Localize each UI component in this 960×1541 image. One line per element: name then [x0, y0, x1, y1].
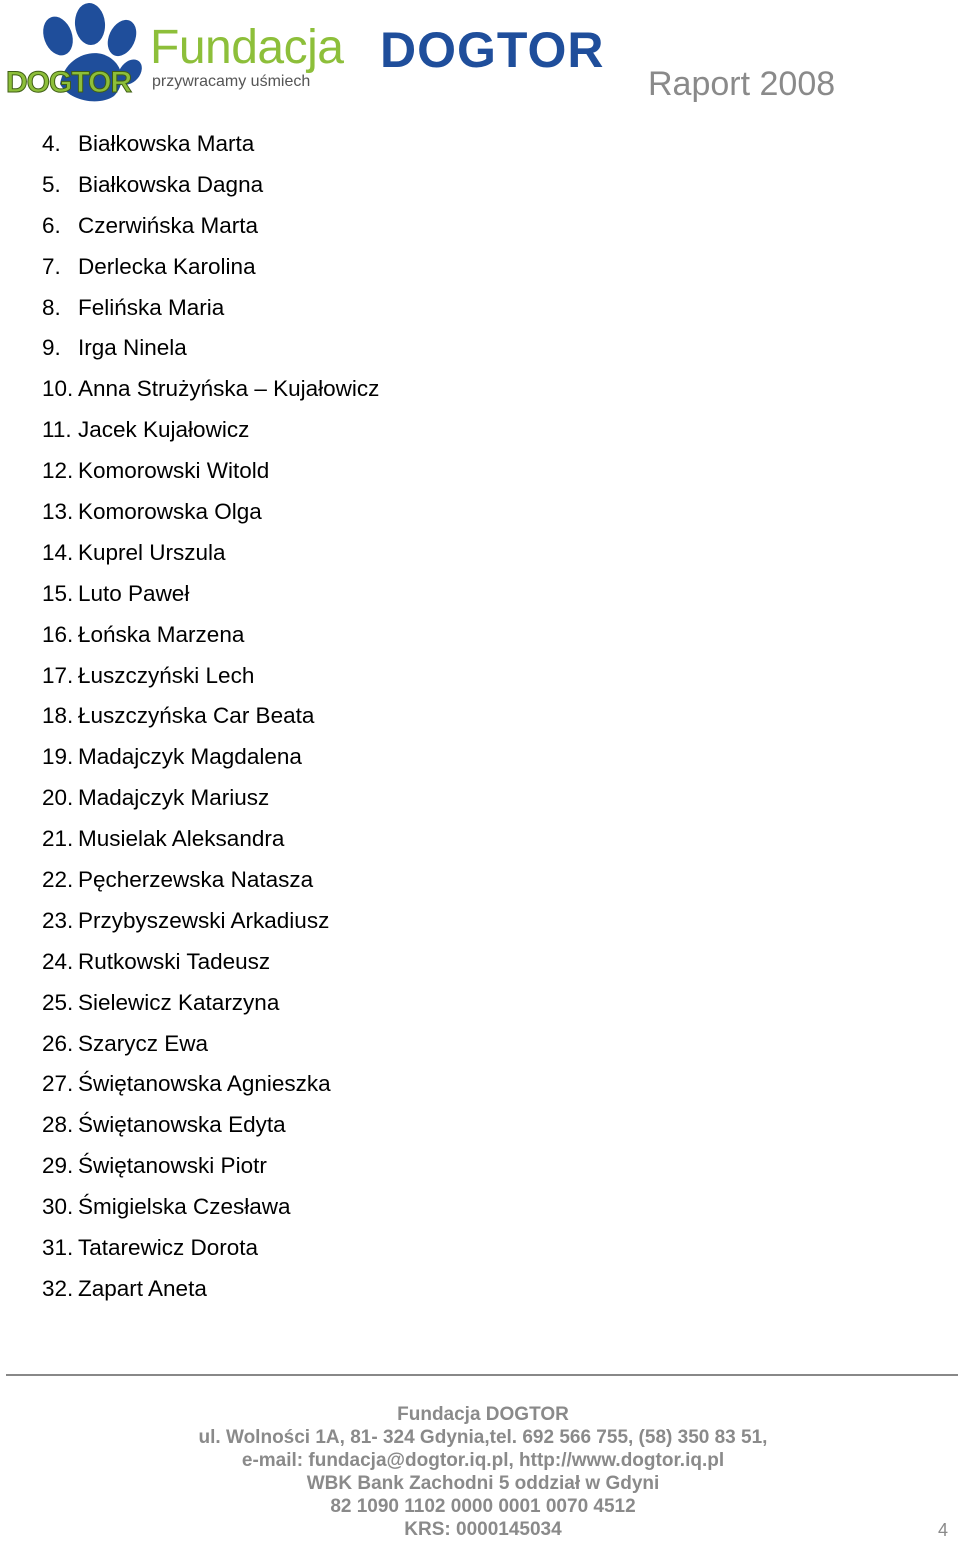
- list-item-name: Szarycz Ewa: [78, 1030, 209, 1056]
- list-item-number: 12.: [42, 458, 74, 484]
- list-item-name: Pęcherzewska Natasza: [78, 867, 314, 893]
- list-item-number: 27.: [42, 1071, 74, 1097]
- list-item-number: 16.: [42, 621, 74, 647]
- list-item-number: 9.: [42, 335, 61, 361]
- logo-badge-text: DOGTOR: [6, 66, 132, 99]
- list-item-number: 23.: [42, 907, 74, 933]
- footer-krs: KRS: 0000145034: [404, 1519, 562, 1540]
- list-item-number: 18.: [42, 703, 74, 729]
- list-item-number: 24.: [42, 948, 74, 974]
- list-item-name: Madajczyk Magdalena: [78, 744, 302, 770]
- list-item-number: 28.: [42, 1112, 74, 1138]
- list-item-name: Świętanowska Agnieszka: [78, 1071, 331, 1097]
- list-item-name: Świętanowska Edyta: [78, 1112, 286, 1138]
- list-item-number: 30.: [42, 1194, 74, 1220]
- list-item-name: Komorowska Olga: [78, 499, 262, 525]
- page-header: [0, 0, 960, 115]
- list-item-name: Luto Paweł: [78, 580, 190, 606]
- list-item-name: Musielak Aleksandra: [78, 826, 285, 852]
- list-item-number: 21.: [42, 826, 74, 852]
- list-item-name: Świętanowski Piotr: [78, 1153, 267, 1179]
- list-item-number: 20.: [42, 785, 74, 811]
- footer-address: ul. Wolności 1A, 81- 324 Gdynia,tel. 692 566 755, (58) 350 83 51,: [198, 1427, 768, 1448]
- list-item-number: 6.: [42, 212, 61, 238]
- list-item-number: 22.: [42, 867, 74, 893]
- list-item-number: 32.: [42, 1275, 74, 1301]
- list-item-number: 11.: [42, 417, 72, 443]
- footer-contact: e-mail: fundacja@dogtor.iq.pl, http://www.dogtor.iq.pl: [241, 1450, 725, 1471]
- list-item-number: 13.: [42, 499, 74, 525]
- list-item-name: Komorowski Witold: [78, 458, 270, 484]
- list-item-number: 26.: [42, 1030, 74, 1056]
- list-item-number: 25.: [42, 989, 74, 1015]
- footer-bank: WBK Bank Zachodni 5 oddział w Gdyni: [306, 1473, 660, 1494]
- list-item-name: Łuszczyński Lech: [78, 662, 255, 688]
- footer-divider: [6, 1374, 958, 1376]
- list-item-number: 17.: [42, 662, 74, 688]
- list-item-number: 8.: [42, 294, 61, 320]
- list-item-number: 10.: [42, 376, 74, 402]
- list-item-number: 31.: [42, 1235, 74, 1261]
- list-item-name: Łońska Marzena: [78, 621, 245, 647]
- list-item-name: Przybyszewski Arkadiusz: [78, 907, 330, 933]
- list-item-number: 7.: [42, 253, 61, 279]
- list-item-name: Felińska Maria: [78, 294, 225, 320]
- list-item-number: 19.: [42, 744, 74, 770]
- brand-tagline: przywracamy uśmiech: [152, 73, 311, 90]
- footer-account: 82 1090 1102 0000 0001 0070 4512: [330, 1496, 636, 1517]
- brand-fundacja: Fundacja: [150, 21, 344, 74]
- list-item-name: Białkowska Dagna: [78, 171, 264, 197]
- list-item-name: Kuprel Urszula: [78, 539, 226, 565]
- list-item-name: Irga Ninela: [78, 335, 187, 361]
- list-item-number: 4.: [42, 131, 61, 156]
- list-item-name: Anna Strużyńska – Kujałowicz: [78, 376, 380, 402]
- list-item-name: Zapart Aneta: [78, 1275, 207, 1301]
- footer-org: Fundacja DOGTOR: [397, 1404, 569, 1425]
- page-number: 4: [938, 1520, 949, 1540]
- list-item-name: Jacek Kujałowicz: [78, 417, 250, 443]
- list-item-number: 5.: [42, 171, 61, 197]
- list-item-number: 14.: [42, 539, 74, 565]
- list-item-name: Madajczyk Mariusz: [78, 785, 270, 811]
- list-item-name: Białkowska Marta: [78, 131, 255, 156]
- list-item-number: 29.: [42, 1153, 74, 1179]
- brand-dogtor: DOGTOR: [380, 22, 605, 78]
- list-item-name: Tatarewicz Dorota: [78, 1235, 259, 1261]
- list-item-name: Łuszczyńska Car Beata: [78, 703, 315, 729]
- list-item-name: Sielewicz Katarzyna: [78, 989, 280, 1015]
- list-item-name: Rutkowski Tadeusz: [78, 948, 271, 974]
- list-item-name: Śmigielska Czesława: [78, 1194, 291, 1220]
- list-item-number: 15.: [42, 580, 74, 606]
- list-item-name: Czerwińska Marta: [78, 212, 259, 238]
- report-title: Raport 2008: [648, 65, 836, 103]
- list-item-name: Derlecka Karolina: [78, 253, 256, 279]
